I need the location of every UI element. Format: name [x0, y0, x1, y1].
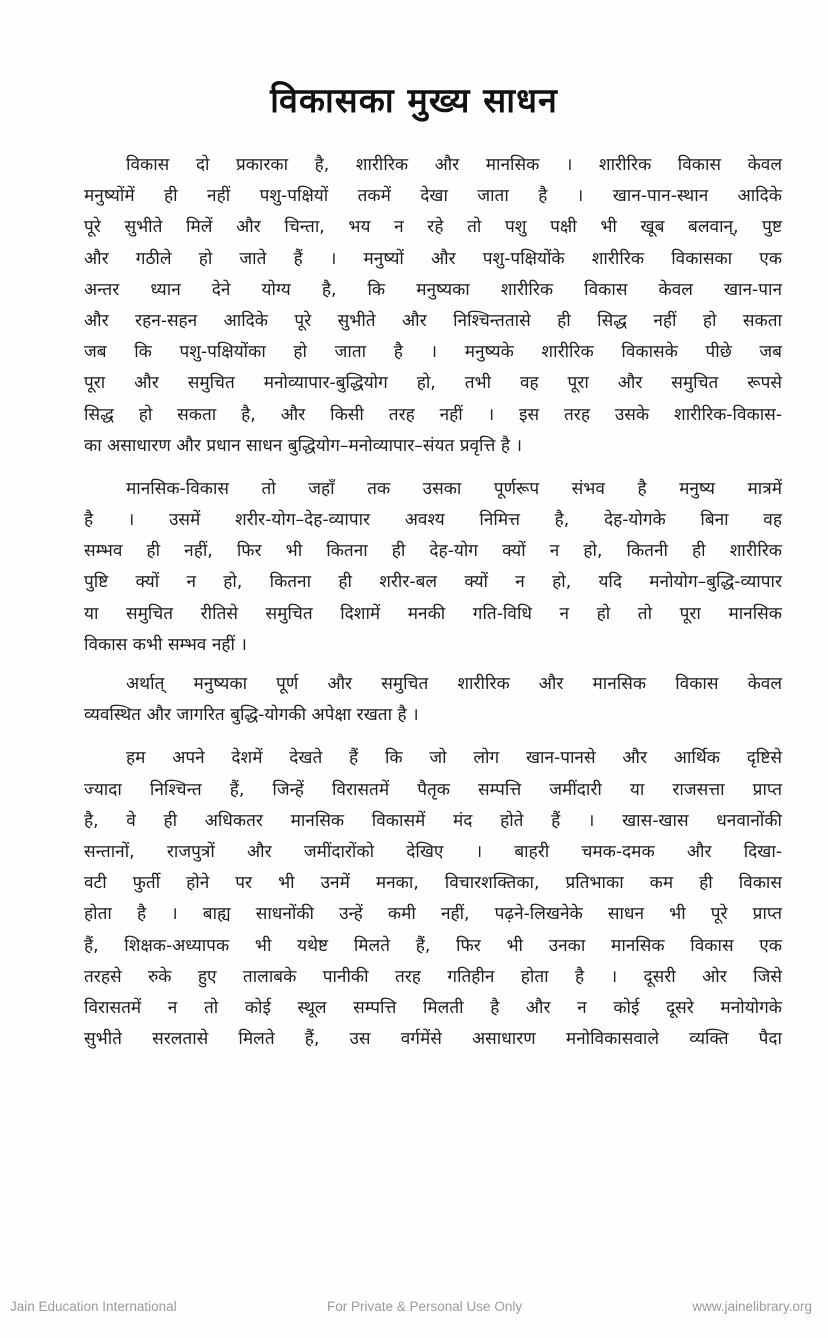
text-line: व्यवस्थित और जागरित बुद्धि-योगकी अपेक्षा रखता है ।: [84, 705, 419, 726]
footer-website-link[interactable]: www.jainelibrary.org: [692, 1299, 812, 1314]
text-line: वटी फुर्ती होने पर भी उनमें मनका, विचारशक्तिका, प्रतिभाका कम ही विकास: [84, 873, 782, 894]
text-line: ज्यादा निश्चिन्त हैं, जिन्हें विरासतमें पैतृक सम्पत्ति जमींदारी या राजसत्ता प्राप्त: [84, 779, 782, 800]
paragraph-gap: [84, 661, 782, 669]
text-line: मानसिक-विकास तो जहाँ तक उसका पूर्णरूप संभव है मनुष्य मात्रमें: [126, 478, 782, 499]
paragraph-3: [84, 669, 782, 731]
text-line: विकास दो प्रकारका है, शारीरिक और मानसिक । शारीरिक विकास केवल: [126, 155, 782, 175]
text-line: सम्भव ही नहीं, फिर भी कितना ही देह-योग क्यों न हो, कितनी ही शारीरिक: [84, 541, 782, 562]
text-line: सन्तानों, राजपुत्रों और जमींदारोंको देखिए । बाहरी चमक-दमक और दिखा-: [84, 841, 782, 862]
paragraph-4: [84, 743, 782, 1055]
text-line: अन्तर ध्यान देने योग्य है, कि मनुष्यका शारीरिक विकास केवल खान-पान: [84, 279, 782, 300]
text-line: है । उसमें शरीर-योग–देह-व्यापार अवश्य निमित्त है, देह-योगके बिना वह: [84, 510, 782, 531]
text-line: अर्थात् मनुष्यका पूर्ण और समुचित शारीरिक और मानसिक विकास केवल: [126, 674, 782, 694]
text-line: या समुचित रीतिसे समुचित दिशामें मनकी गति-विधि न हो तो पूरा मानसिक: [84, 603, 782, 624]
text-line: होता है । बाह्य साधनोंकी उन्हें कमी नहीं, पढ़ने-लिखनेके साधन भी पूरे प्राप्त: [84, 904, 782, 925]
paragraph-1: [84, 150, 782, 462]
text-line: पूरे सुभीते मिलें और चिन्ता, भय न रहे तो पशु पक्षी भी खूब बलवान्, पुष्ट: [84, 217, 782, 238]
paragraph-gap: [84, 731, 782, 743]
footer-usage-notice: For Private & Personal Use Only: [327, 1299, 523, 1314]
paragraph-2: [84, 474, 782, 661]
text-line: और रहन-सहन आदिके पूरे सुभीते और निश्चिन्ततासे ही सिद्ध नहीं हो सकता: [84, 310, 782, 331]
text-line: तरहसे रुके हुए तालाबके पानीकी तरह गतिहीन होता है । दूसरी ओर जिसे: [84, 966, 782, 987]
text-line: सिद्ध हो सकता है, और किसी तरह नहीं । इस तरह उसके शारीरिक-विकास-: [84, 404, 782, 425]
body-text: [84, 150, 782, 1055]
footer-publisher: Jain Education International: [10, 1299, 177, 1314]
text-line: पूरा और समुचित मनोव्यापार-बुद्धियोग हो, तभी वह पूरा और समुचित रूपसे: [84, 373, 782, 394]
page-title: विकासका मुख्य साधन: [270, 81, 558, 121]
text-line: है, वे ही अधिकतर मानसिक विकासमें मंद होते हैं । खास-खास धनवानोंकी: [84, 810, 782, 831]
text-line: हम अपने देशमें देखते हैं कि जो लोग खान-पानसे और आर्थिक दृष्टिसे: [126, 748, 782, 769]
footer: [0, 1299, 828, 1317]
text-line: मनुष्योंमें ही नहीं पशु-पक्षियों तकमें देखा जाता है । खान-पान-स्थान आदिके: [84, 186, 782, 207]
text-line: का असाधारण और प्रधान साधन बुद्धियोग–मनोव्यापार–संयत प्रवृत्ति है ।: [84, 435, 522, 456]
text-line: विकास कभी सम्भव नहीं ।: [84, 634, 247, 655]
text-line: सुभीते सरलतासे मिलते हैं, उस वर्गमेंसे असाधारण मनोविकासवाले व्यक्ति पैदा: [84, 1029, 782, 1050]
paragraph-gap: [84, 462, 782, 474]
text-line: और गठीले हो जाते हैं । मनुष्यों और पशु-पक्षियोंके शारीरिक विकासका एक: [84, 248, 782, 269]
text-line: हैं, शिक्षक-अध्यापक भी यथेष्ट मिलते हैं, फिर भी उनका मानसिक विकास एक: [84, 935, 782, 956]
text-line: पुष्टि क्यों न हो, कितना ही शरीर-बल क्यों न हो, यदि मनोयोग–बुद्धि-व्यापार: [84, 572, 782, 593]
text-line: जब कि पशु-पक्षियोंका हो जाता है । मनुष्यके शारीरिक विकासके पीछे जब: [84, 342, 782, 363]
text-line: विरासतमें न तो कोई स्थूल सम्पत्ति मिलती है और न कोई दूसरे मनोयोगके: [84, 997, 782, 1018]
